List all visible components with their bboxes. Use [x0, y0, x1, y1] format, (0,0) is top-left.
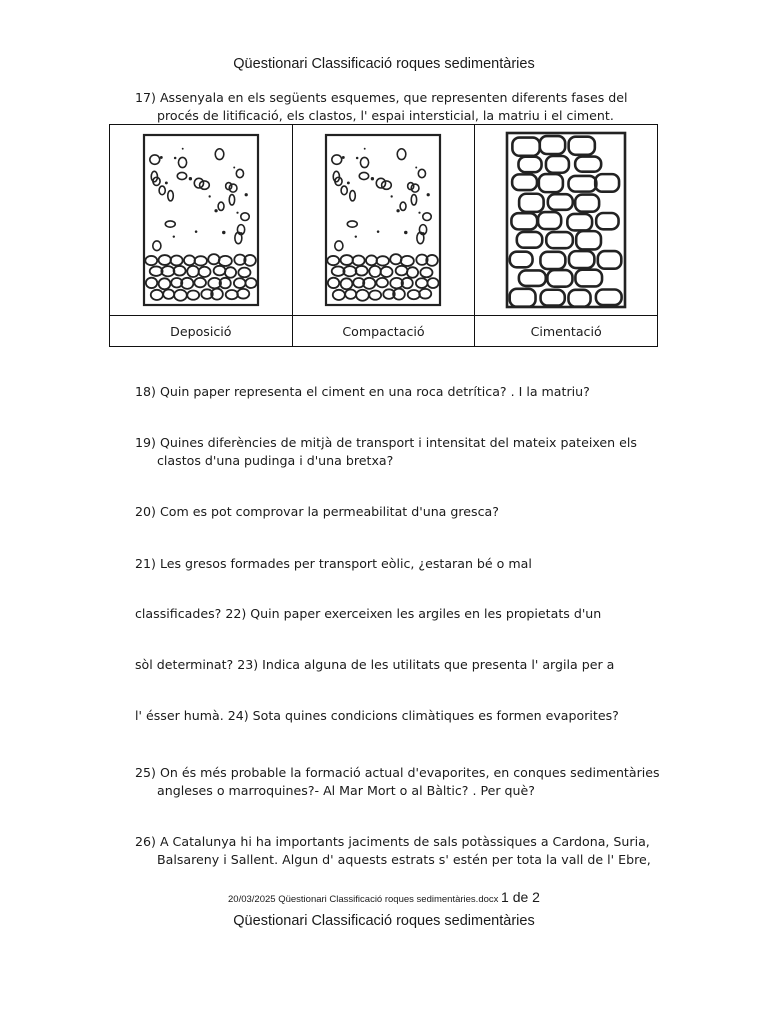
cementation-diagram-cell — [475, 125, 658, 316]
page-title: Qüestionari Classificació roques sedimentàries — [233, 56, 535, 72]
compaction-diagram — [323, 132, 443, 308]
deposition-diagram — [141, 132, 261, 308]
lithification-figure-table — [109, 124, 658, 347]
question-25-line-2: angleses o marroquines?- Al Mar Mort o al Bàltic? . Per què? — [157, 783, 535, 798]
question-26-line-2: Balsareny i Sallent. Algun d' aquests estrats s' estén per tota la vall de l' Ebre, — [157, 852, 651, 867]
question-20: 20) Com es pot comprovar la permeabilitat d'una gresca? — [135, 504, 499, 519]
question-23-24: l' ésser humà. 24) Sota quines condicions climàtiques es formen evaporites? — [135, 708, 619, 723]
next-page-title: Qüestionari Classificació roques sedimentàries — [233, 913, 535, 929]
question-25 — [135, 764, 660, 800]
caption-compaction: Compactació — [292, 316, 475, 347]
question-26-line-1: 26) A Catalunya hi ha importants jaciments de sals potàssiques a Cardona, Suria, — [135, 834, 650, 849]
question-17-line-2: procés de litificació, els clastos, l' espai intersticial, la matriu i el ciment. — [157, 108, 614, 123]
question-21: 21) Les gresos formades per transport eòlic, ¿estaran bé o mal — [135, 556, 532, 571]
question-19 — [135, 434, 637, 470]
page-number: 1 de 2 — [501, 889, 540, 905]
question-26 — [135, 833, 651, 869]
deposition-diagram-cell — [110, 125, 293, 316]
question-17-line-1: 17) Assenyala en els següents esquemes, que representen diferents fases del — [135, 90, 628, 105]
question-19-line-1: 19) Quines diferències de mitjà de transport i intensitat del mateix pateixen els — [135, 435, 637, 450]
question-25-line-1: 25) On és més probable la formació actual d'evaporites, en conques sedimentàries — [135, 765, 660, 780]
footer-file-text: 20/03/2025 Qüestionari Classificació roques sedimentàries.docx — [228, 894, 499, 905]
question-21-22: classificades? 22) Quin paper exerceixen les argiles en les propietats d'un — [135, 606, 602, 621]
compaction-diagram-cell — [292, 125, 475, 316]
caption-deposition: Deposició — [110, 316, 293, 347]
question-17 — [135, 89, 628, 125]
page-footer — [0, 889, 768, 905]
question-19-line-2: clastos d'una pudinga i d'una bretxa? — [157, 453, 394, 468]
question-18: 18) Quin paper representa el ciment en una roca detrítica? . I la matriu? — [135, 384, 590, 399]
caption-cementation: Cimentació — [475, 316, 658, 347]
cementation-diagram — [504, 130, 628, 310]
question-22-23: sòl determinat? 23) Indica alguna de les utilitats que presenta l' argila per a — [135, 657, 615, 672]
